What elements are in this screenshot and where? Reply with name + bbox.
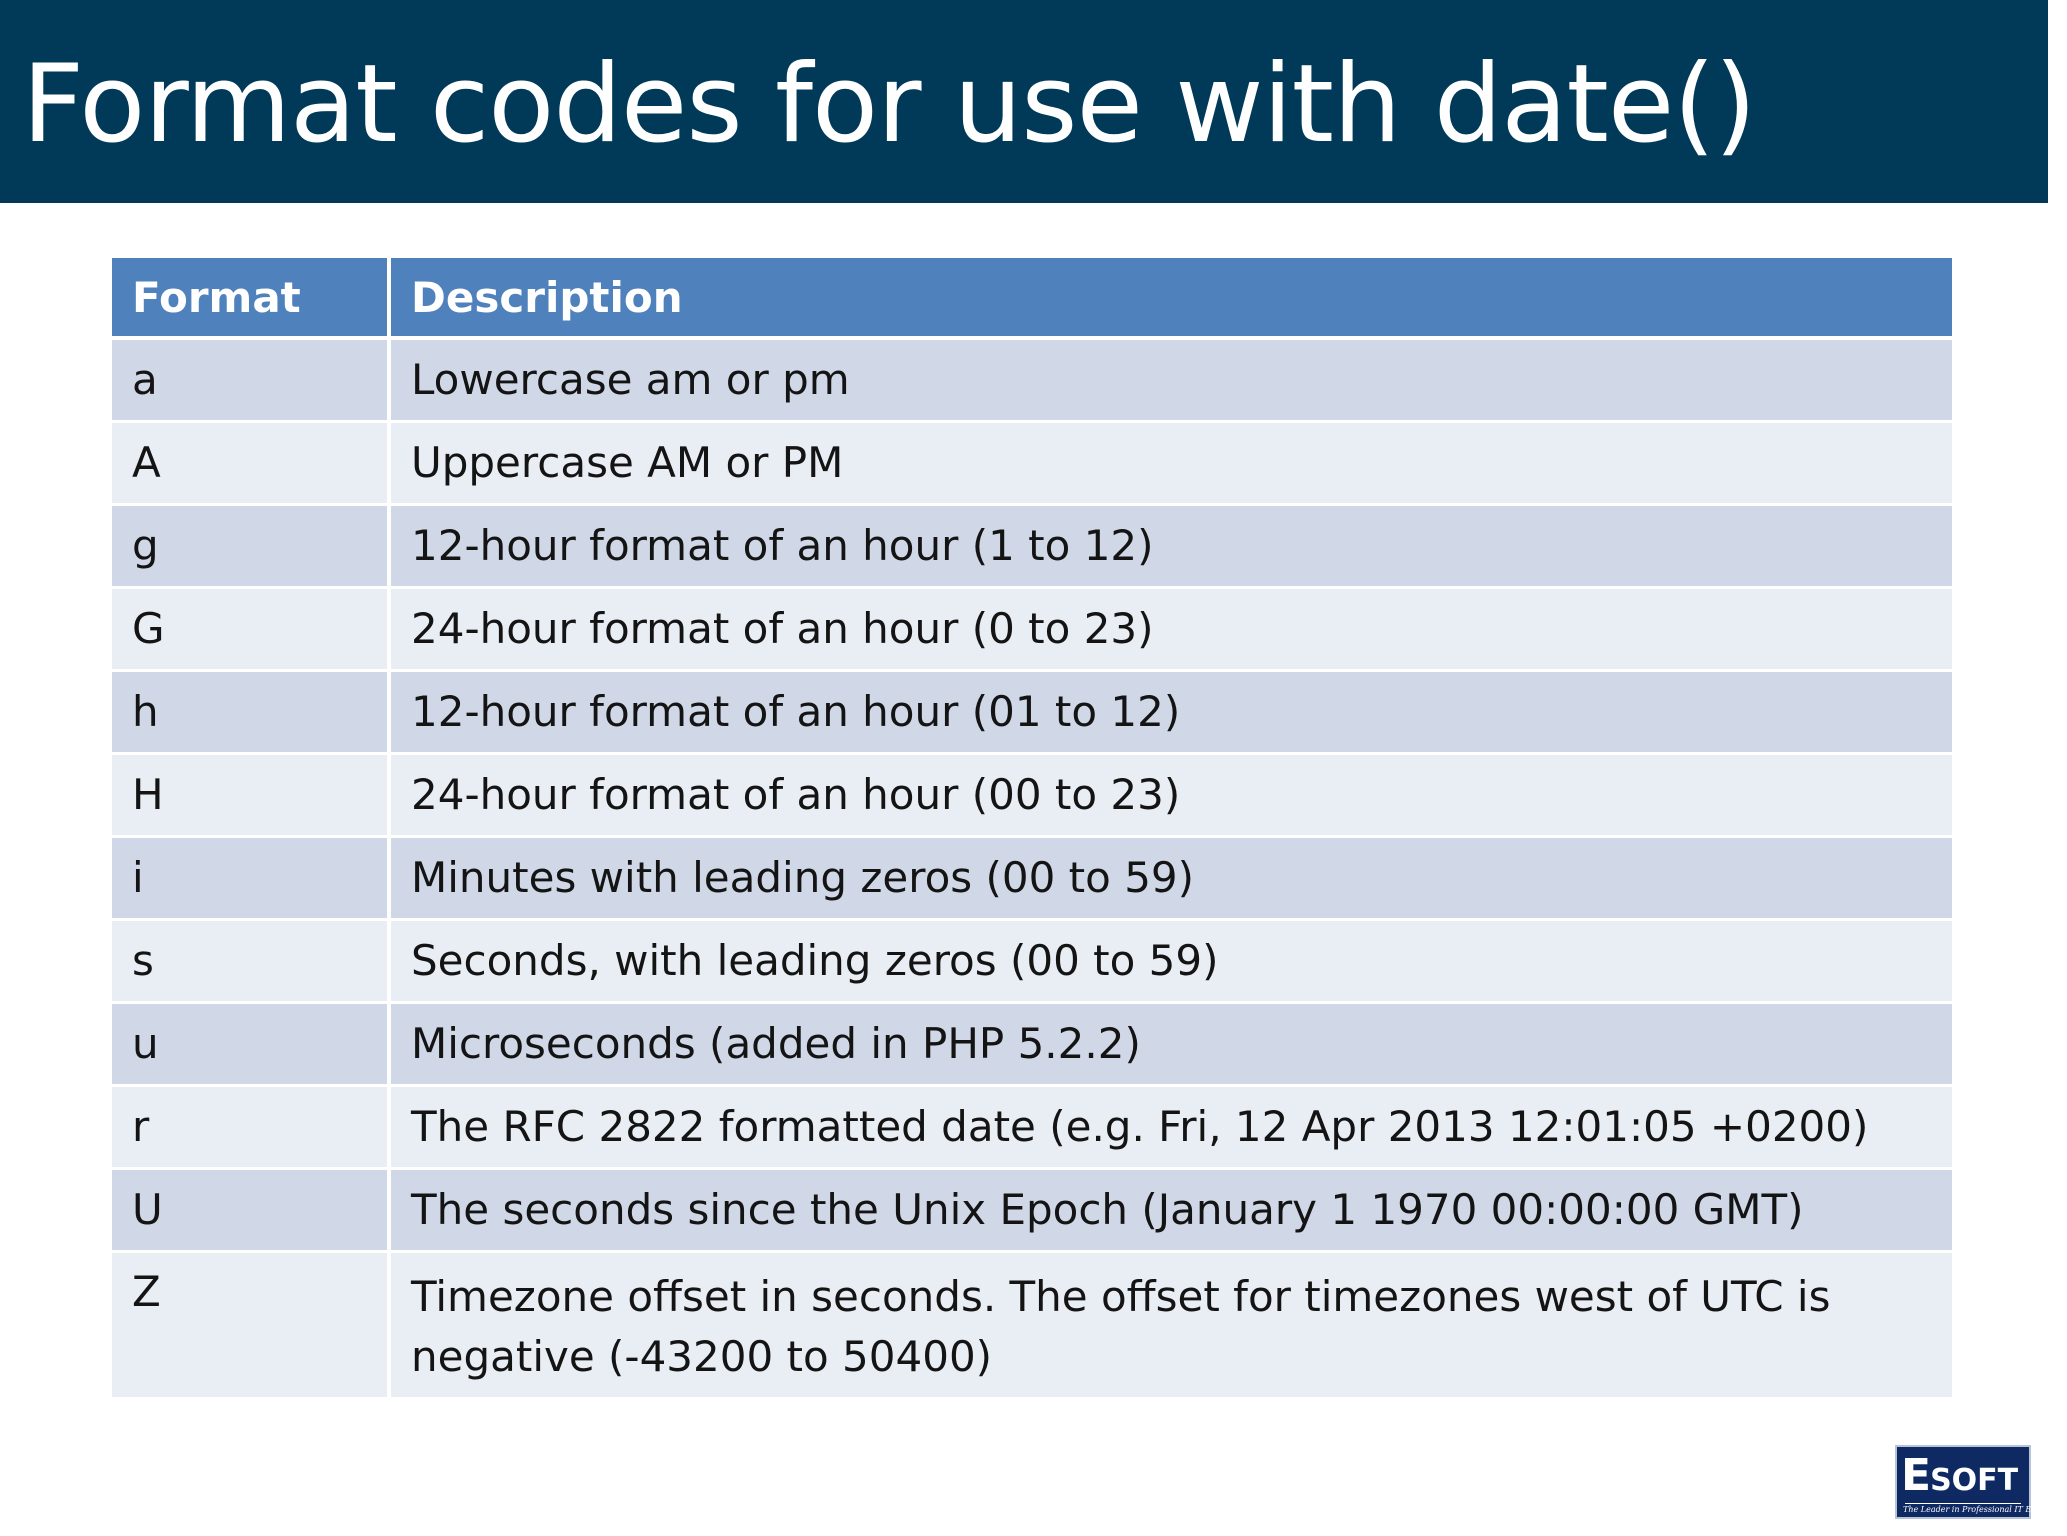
format-code-cell: s [112,919,389,1002]
table-row [112,587,1952,670]
description-cell: 24-hour format of an hour (00 to 23) [389,753,1952,836]
format-codes-table [112,258,1952,1397]
table-header-row [112,258,1952,338]
logo-rest: SOFT [1930,1463,2019,1498]
column-header-format: Format [112,258,389,338]
description-cell: Microseconds (added in PHP 5.2.2) [389,1002,1952,1085]
table-row [112,1168,1952,1251]
esoft-logo [1895,1445,2067,1519]
description-cell: Lowercase am or pm [389,338,1952,421]
description-cell: 12-hour format of an hour (1 to 12) [389,504,1952,587]
table-row [112,1085,1952,1168]
slide-title: Format codes for use with date() [22,42,1756,167]
title-bar [0,0,2048,203]
logo-divider [1905,1503,2021,1504]
description-cell: Timezone offset in seconds. The offset for timezones west of UTC is negative (-43200 to 50400) [389,1251,1952,1397]
format-code-cell: U [112,1168,389,1251]
description-cell: 24-hour format of an hour (0 to 23) [389,587,1952,670]
table-row [112,919,1952,1002]
table-row [112,421,1952,504]
logo-wordmark [1901,1449,2018,1508]
logo-initial: E [1901,1450,1931,1501]
format-code-cell: a [112,338,389,421]
table-row [112,753,1952,836]
logo-tagline: The Leader in Professional IT Education [1903,1505,2067,1514]
table-row [112,504,1952,587]
description-cell: The seconds since the Unix Epoch (January 1 1970 00:00:00 GMT) [389,1168,1952,1251]
table-row [112,670,1952,753]
description-cell: Uppercase AM or PM [389,421,1952,504]
format-code-cell: h [112,670,389,753]
format-code-cell: Z [112,1251,389,1397]
column-header-description: Description [389,258,1952,338]
format-code-cell: g [112,504,389,587]
description-cell: Seconds, with leading zeros (00 to 59) [389,919,1952,1002]
format-code-cell: A [112,421,389,504]
table-row [112,836,1952,919]
table-row [112,338,1952,421]
format-codes-table-container [112,258,1952,1397]
description-cell: Minutes with leading zeros (00 to 59) [389,836,1952,919]
description-cell: 12-hour format of an hour (01 to 12) [389,670,1952,753]
table-row [112,1251,1952,1397]
format-code-cell: G [112,587,389,670]
format-code-cell: i [112,836,389,919]
table-row [112,1002,1952,1085]
format-code-cell: H [112,753,389,836]
description-cell: The RFC 2822 formatted date (e.g. Fri, 12 Apr 2013 12:01:05 +0200) [389,1085,1952,1168]
format-code-cell: u [112,1002,389,1085]
format-code-cell: r [112,1085,389,1168]
